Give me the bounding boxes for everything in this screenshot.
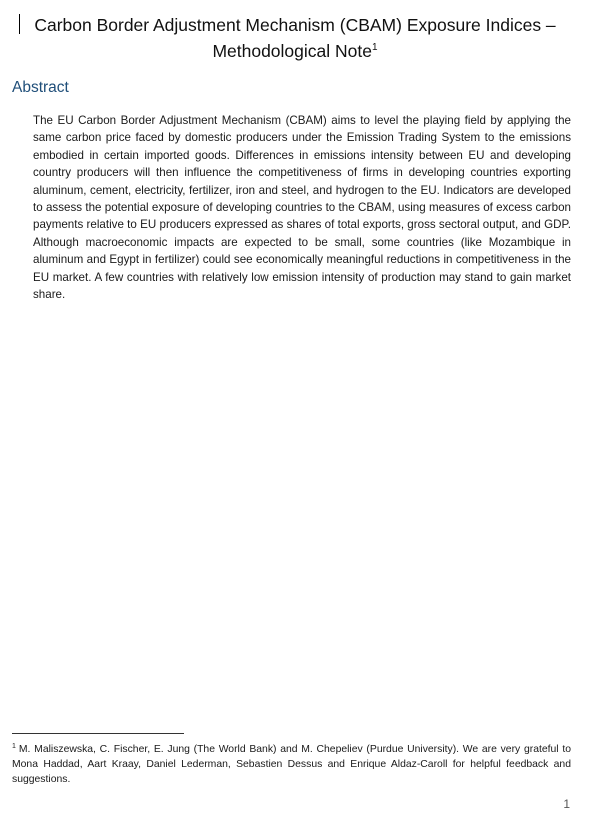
- abstract-heading: Abstract: [12, 79, 69, 96]
- document-title[interactable]: [14, 12, 576, 64]
- title-line-2-text: Methodological Note: [212, 41, 372, 61]
- title-line-1: Carbon Border Adjustment Mechanism (CBAM) Exposure Indices –: [34, 15, 556, 35]
- page-number: 1: [563, 797, 570, 811]
- title-line-2: [14, 38, 576, 64]
- footnote-marker: 1: [12, 742, 16, 750]
- footnote[interactable]: [12, 742, 571, 787]
- footnote-separator: [12, 733, 184, 734]
- title-footnote-marker[interactable]: 1: [371, 42, 378, 54]
- abstract-body[interactable]: The EU Carbon Border Adjustment Mechanism (CBAM) aims to level the playing field by applying the same carbon price faced by domestic producers under the Emission Trading System to the emissions embodied in certain imported goods. Differences in emissions intensity between EU and developing country producers will then influence the competitiveness of firms in developing countries exporting aluminum, cement, electricity, fertilizer, iron and steel, and hydrogen to the EU. Indicators are developed to assess the potential exposure of developing countries to the CBAM, using measures of excess carbon payments relative to EU producers expressed as shares of total exports, gross sectoral output, and GDP. Although macroeconomic impacts are expected to be small, some countries (like Mozambique in aluminum and Egypt in fertilizer) could see economically meaningful reductions in competitiveness in the EU market. A few countries with relatively low emission intensity of production may stand to gain market share.: [33, 114, 571, 302]
- footnote-text: M. Maliszewska, C. Fischer, E. Jung (The World Bank) and M. Chepeliev (Purdue University). We are very grateful to Mona Haddad, Aart Kraay, Daniel Lederman, Sebastien Dessus and Enrique Aldaz-Caroll for helpful feedback and suggestions.: [12, 744, 571, 785]
